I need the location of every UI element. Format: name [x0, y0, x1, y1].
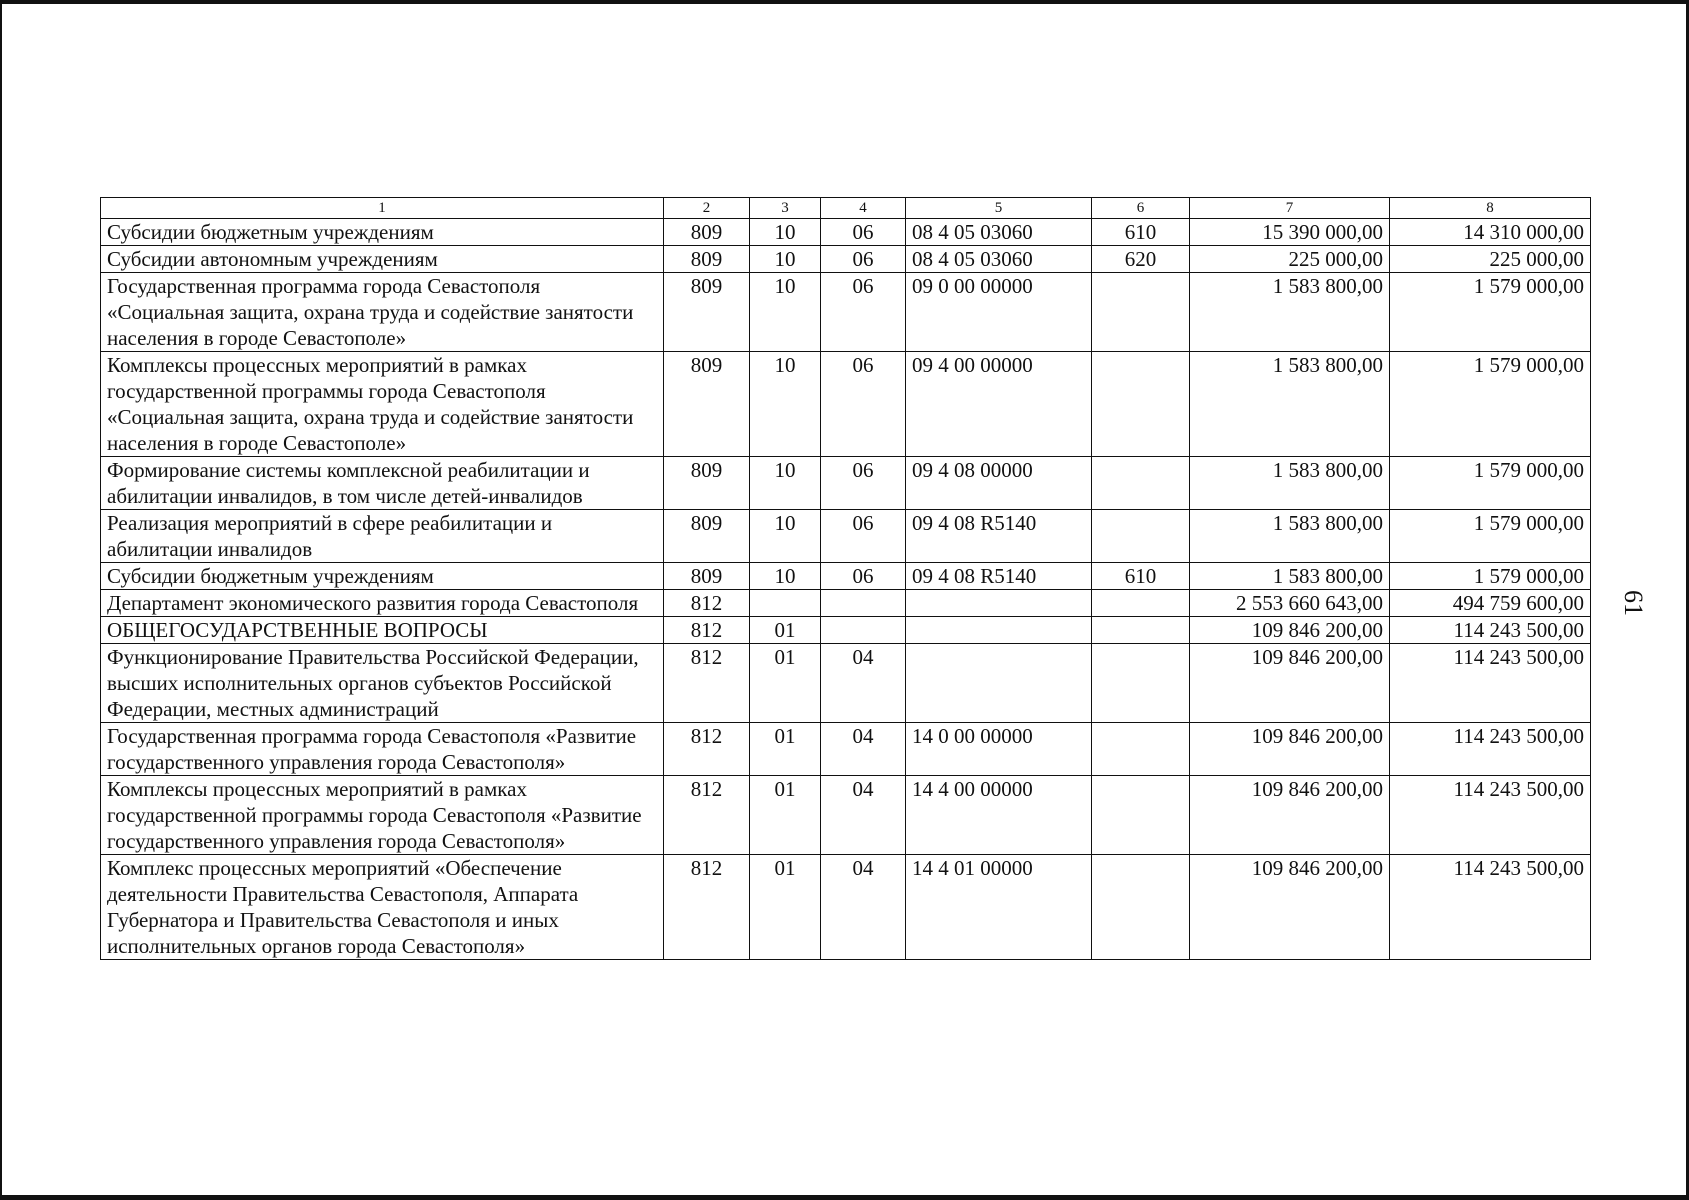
table-row	[101, 219, 1591, 246]
row-type-cell	[1092, 352, 1190, 457]
row-subsection-cell: 04	[821, 644, 906, 723]
row-kbk-cell: 14 4 01 00000	[906, 855, 1092, 960]
row-amount-cell: 1 583 800,00	[1190, 510, 1390, 563]
row-amount-cell: 114 243 500,00	[1390, 644, 1591, 723]
row-type-cell	[1092, 644, 1190, 723]
table-row	[101, 617, 1591, 644]
table-row	[101, 273, 1591, 352]
row-amount-cell: 1 579 000,00	[1390, 563, 1591, 590]
row-amount-cell: 109 846 200,00	[1190, 644, 1390, 723]
header-row	[101, 198, 1591, 219]
row-code-cell: 809	[664, 563, 750, 590]
table-row	[101, 723, 1591, 776]
row-section-cell: 01	[750, 776, 821, 855]
row-subsection-cell	[821, 617, 906, 644]
row-amount-cell: 225 000,00	[1190, 246, 1390, 273]
row-kbk-cell: 09 4 08 R5140	[906, 510, 1092, 563]
row-type-cell: 610	[1092, 563, 1190, 590]
row-section-cell: 10	[750, 563, 821, 590]
row-name-cell: Государственная программа города Севастополя «Социальная защита, охрана труда и содействие занятости населения в городе Севастополе»	[101, 273, 664, 352]
row-code-cell: 809	[664, 219, 750, 246]
row-type-cell	[1092, 273, 1190, 352]
row-amount-cell: 494 759 600,00	[1390, 590, 1591, 617]
table-row	[101, 457, 1591, 510]
row-amount-cell: 114 243 500,00	[1390, 776, 1591, 855]
row-name-cell: Комплексы процессных мероприятий в рамках государственной программы города Севастополя «Социальная защита, охрана труда и содействие занятости населения в городе Севастополе»	[101, 352, 664, 457]
table-row	[101, 855, 1591, 960]
row-section-cell: 10	[750, 457, 821, 510]
header-cell: 4	[821, 198, 906, 219]
row-code-cell: 809	[664, 273, 750, 352]
header-cell: 8	[1390, 198, 1591, 219]
header-cell: 1	[101, 198, 664, 219]
row-amount-cell: 225 000,00	[1390, 246, 1591, 273]
row-subsection-cell: 06	[821, 273, 906, 352]
row-subsection-cell: 06	[821, 352, 906, 457]
row-kbk-cell: 08 4 05 03060	[906, 219, 1092, 246]
row-subsection-cell: 04	[821, 855, 906, 960]
row-section-cell: 01	[750, 644, 821, 723]
row-amount-cell: 1 579 000,00	[1390, 273, 1591, 352]
row-name-cell: ОБЩЕГОСУДАРСТВЕННЫЕ ВОПРОСЫ	[101, 617, 664, 644]
table-row	[101, 510, 1591, 563]
row-subsection-cell: 06	[821, 510, 906, 563]
row-section-cell	[750, 590, 821, 617]
table-row	[101, 246, 1591, 273]
row-type-cell: 620	[1092, 246, 1190, 273]
row-name-cell: Формирование системы комплексной реабилитации и абилитации инвалидов, в том числе детей-инвалидов	[101, 457, 664, 510]
row-section-cell: 01	[750, 617, 821, 644]
row-kbk-cell	[906, 590, 1092, 617]
table-row	[101, 644, 1591, 723]
row-kbk-cell: 09 4 08 00000	[906, 457, 1092, 510]
table-row	[101, 776, 1591, 855]
row-type-cell	[1092, 510, 1190, 563]
row-code-cell: 809	[664, 457, 750, 510]
row-kbk-cell: 09 0 00 00000	[906, 273, 1092, 352]
row-section-cell: 01	[750, 855, 821, 960]
table-row	[101, 352, 1591, 457]
row-code-cell: 812	[664, 855, 750, 960]
row-type-cell	[1092, 590, 1190, 617]
row-code-cell: 812	[664, 644, 750, 723]
row-section-cell: 10	[750, 352, 821, 457]
row-amount-cell: 2 553 660 643,00	[1190, 590, 1390, 617]
row-name-cell: Государственная программа города Севастополя «Развитие государственного управления города Севастополя»	[101, 723, 664, 776]
row-amount-cell: 1 579 000,00	[1390, 510, 1591, 563]
budget-table	[100, 197, 1591, 960]
row-name-cell: Субсидии бюджетным учреждениям	[101, 563, 664, 590]
row-amount-cell: 109 846 200,00	[1190, 723, 1390, 776]
row-code-cell: 809	[664, 352, 750, 457]
table-body	[101, 219, 1591, 960]
row-type-cell	[1092, 855, 1190, 960]
row-subsection-cell: 06	[821, 219, 906, 246]
row-subsection-cell	[821, 590, 906, 617]
row-amount-cell: 1 583 800,00	[1190, 352, 1390, 457]
row-type-cell	[1092, 617, 1190, 644]
row-section-cell: 01	[750, 723, 821, 776]
header-cell: 7	[1190, 198, 1390, 219]
row-amount-cell: 1 583 800,00	[1190, 457, 1390, 510]
header-cell: 6	[1092, 198, 1190, 219]
row-subsection-cell: 06	[821, 457, 906, 510]
row-code-cell: 809	[664, 510, 750, 563]
row-section-cell: 10	[750, 219, 821, 246]
row-amount-cell: 15 390 000,00	[1190, 219, 1390, 246]
header-cell: 2	[664, 198, 750, 219]
row-amount-cell: 109 846 200,00	[1190, 617, 1390, 644]
row-code-cell: 812	[664, 776, 750, 855]
row-code-cell: 812	[664, 723, 750, 776]
row-section-cell: 10	[750, 246, 821, 273]
row-amount-cell: 114 243 500,00	[1390, 723, 1591, 776]
row-section-cell: 10	[750, 273, 821, 352]
row-name-cell: Комплексы процессных мероприятий в рамках государственной программы города Севастополя «Развитие государственного управления города Севастополя»	[101, 776, 664, 855]
row-type-cell	[1092, 723, 1190, 776]
row-kbk-cell	[906, 644, 1092, 723]
row-kbk-cell	[906, 617, 1092, 644]
row-name-cell: Субсидии автономным учреждениям	[101, 246, 664, 273]
row-kbk-cell: 14 4 00 00000	[906, 776, 1092, 855]
row-amount-cell: 1 579 000,00	[1390, 457, 1591, 510]
header-cell: 3	[750, 198, 821, 219]
row-kbk-cell: 14 0 00 00000	[906, 723, 1092, 776]
row-name-cell: Комплекс процессных мероприятий «Обеспечение деятельности Правительства Севастополя, Аппарата Губернатора и Правительства Севастополя и иных исполнительных органов города Севастополя»	[101, 855, 664, 960]
row-type-cell: 610	[1092, 219, 1190, 246]
row-kbk-cell: 09 4 08 R5140	[906, 563, 1092, 590]
row-code-cell: 812	[664, 590, 750, 617]
row-kbk-cell: 09 4 00 00000	[906, 352, 1092, 457]
row-subsection-cell: 06	[821, 563, 906, 590]
row-type-cell	[1092, 776, 1190, 855]
row-name-cell: Субсидии бюджетным учреждениям	[101, 219, 664, 246]
row-code-cell: 812	[664, 617, 750, 644]
row-type-cell	[1092, 457, 1190, 510]
row-kbk-cell: 08 4 05 03060	[906, 246, 1092, 273]
row-amount-cell: 1 583 800,00	[1190, 273, 1390, 352]
row-name-cell: Реализация мероприятий в сфере реабилитации и абилитации инвалидов	[101, 510, 664, 563]
row-amount-cell: 114 243 500,00	[1390, 855, 1591, 960]
row-subsection-cell: 06	[821, 246, 906, 273]
row-amount-cell: 114 243 500,00	[1390, 617, 1591, 644]
row-amount-cell: 1 583 800,00	[1190, 563, 1390, 590]
row-code-cell: 809	[664, 246, 750, 273]
header-cell: 5	[906, 198, 1092, 219]
row-amount-cell: 1 579 000,00	[1390, 352, 1591, 457]
row-section-cell: 10	[750, 510, 821, 563]
row-amount-cell: 109 846 200,00	[1190, 776, 1390, 855]
row-amount-cell: 109 846 200,00	[1190, 855, 1390, 960]
table-row	[101, 563, 1591, 590]
row-name-cell: Департамент экономического развития города Севастополя	[101, 590, 664, 617]
row-subsection-cell: 04	[821, 776, 906, 855]
row-subsection-cell: 04	[821, 723, 906, 776]
row-amount-cell: 14 310 000,00	[1390, 219, 1591, 246]
page-number: 61	[1619, 590, 1648, 616]
table-row	[101, 590, 1591, 617]
row-name-cell: Функционирование Правительства Российской Федерации, высших исполнительных органов субъектов Российской Федерации, местных администраций	[101, 644, 664, 723]
